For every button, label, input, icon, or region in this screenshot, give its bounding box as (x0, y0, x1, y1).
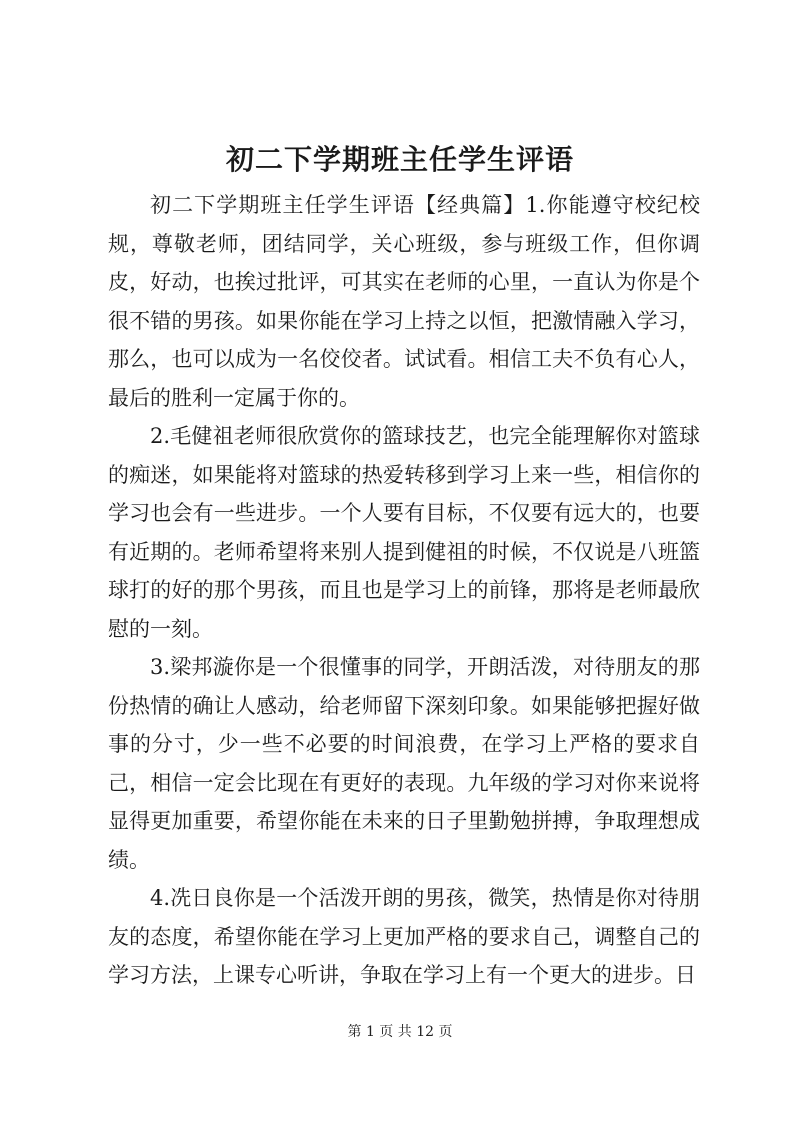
document-body (108, 186, 700, 995)
paragraph-4: 4.冼日良你是一个活泼开朗的男孩，微笑，热情是你对待朋友的态度，希望你能在学习上更加严格的要求自己，调整自己的学习方法，上课专心听讲，争取在学习上有一个更大的进步。日 (108, 886, 700, 987)
paragraph-3: 3.梁邦漩你是一个很懂事的同学，开朗活泼，对待朋友的那份热情的确让人感动，给老师留下深刻印象。如果能够把握好做事的分寸，少一些不必要的时间浪费，在学习上严格的要求自己，相信一定会比现在有更好的表现。九年级的学习对你来说将显得更加重要，希望你能在未来的日子里勤勉拼搏，争取理想成绩。 (108, 655, 700, 872)
paragraph-1: 初二下学期班主任学生评语【经典篇】1.你能遵守校纪校规，尊敬老师，团结同学，关心班级，参与班级工作，但你调皮，好动，也挨过批评，可其实在老师的心里，一直认为你是个很不错的男孩。如果你能在学习上持之以恒，把激情融入学习，那么，也可以成为一名佼佼者。试试看。相信工夫不负有心人，最后的胜利一定属于你的。 (108, 193, 700, 410)
document-title: 初二下学期班主任学生评语 (225, 143, 574, 176)
paragraph-2: 2.毛健祖老师很欣赏你的篮球技艺，也完全能理解你对篮球的痴迷，如果能将对篮球的热爱转移到学习上来一些，相信你的学习也会有一些进步。一个人要有目标，不仅要有远大的，也要有近期的。老师希望将来别人提到健祖的时候，不仅说是八班篮球打的好的那个男孩，而且也是学习上的前锋，那将是老师最欣慰的一刻。 (108, 424, 700, 641)
page-footer: 第 1 页 共 12 页 (347, 1024, 453, 1040)
